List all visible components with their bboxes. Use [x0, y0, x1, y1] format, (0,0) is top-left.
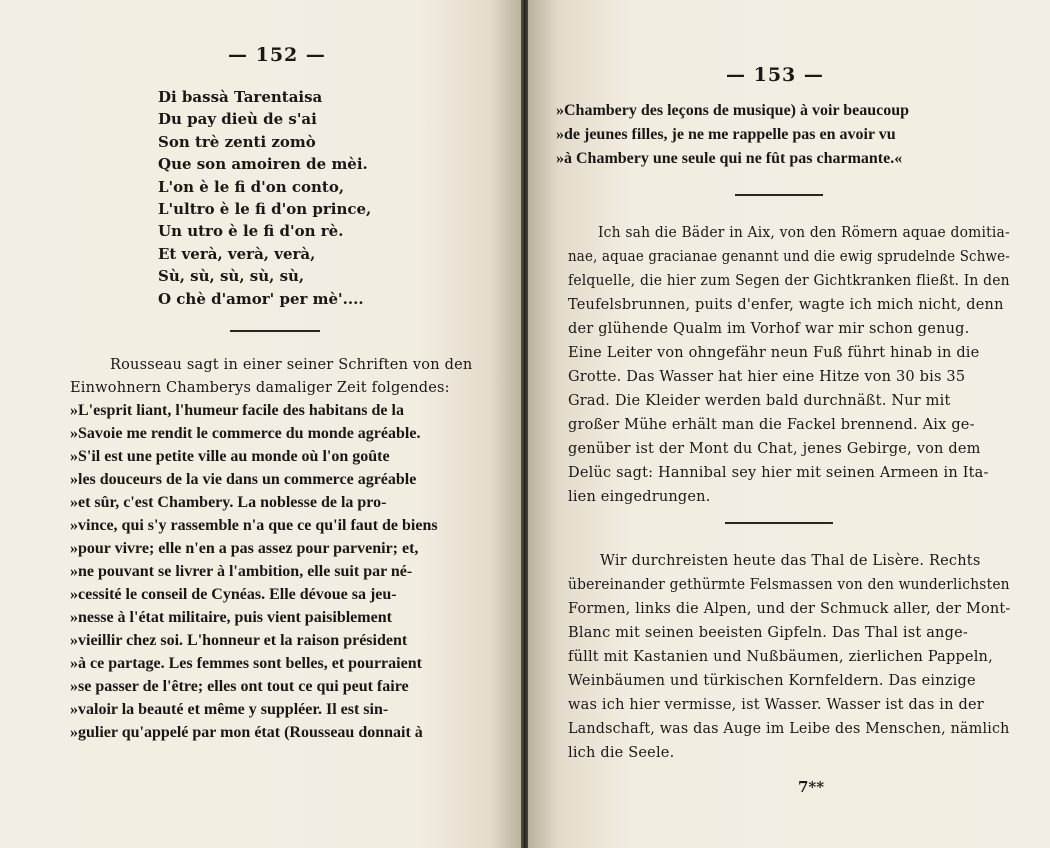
- right-page: [528, 0, 1050, 848]
- section-divider: [735, 194, 823, 196]
- paragraph-line: Landschaft, was das Auge im Leibe des Menschen, nämlich: [568, 721, 1010, 737]
- paragraph-line: Ich sah die Bäder in Aix, von den Römern aquae domitia-: [598, 225, 1010, 241]
- paragraph-line: »Savoie me rendit le commerce du monde agréable.: [70, 425, 421, 442]
- paragraph-line: Formen, links die Alpen, und der Schmuck aller, der Mont-: [568, 601, 1011, 617]
- paragraph-line: übereinander gethürmte Felsmassen von den wunderlichsten: [568, 577, 1010, 593]
- poem-line: Un utro è le fi d'on rè.: [158, 222, 344, 240]
- paragraph-line: »cessité le conseil de Cynéas. Elle dévoue sa jeu-: [70, 586, 397, 603]
- paragraph-line: lien eingedrungen.: [568, 489, 711, 505]
- poem-line: Son trè zenti zomò: [158, 133, 316, 151]
- paragraph-line: »S'il est une petite ville au monde où l'on goûte: [70, 448, 390, 465]
- paragraph-line: »nesse à l'état militaire, puis vient paisiblement: [70, 609, 392, 626]
- poem-line: Di bassà Tarentaisa: [158, 88, 323, 106]
- paragraph-line: Delüc sagt: Hannibal sey hier mit seinen Armeen in Ita-: [568, 465, 989, 481]
- paragraph-line: »et sûr, c'est Chambery. La noblesse de la pro-: [70, 494, 387, 511]
- page-number-left: — 152 —: [228, 44, 326, 66]
- paragraph-line: »à ce partage. Les femmes sont belles, et pourraient: [70, 655, 422, 672]
- paragraph-line: »vince, qui s'y rassemble n'a que ce qu'il faut de biens: [70, 517, 438, 534]
- paragraph-line: Weinbäumen und türkischen Kornfeldern. Das einzige: [568, 673, 976, 689]
- page-number-right: — 153 —: [726, 64, 824, 86]
- paragraph-line: Eine Leiter von ohngefähr neun Fuß führt hinab in die: [568, 345, 980, 361]
- paragraph-line: »gulier qu'appelé par mon état (Rousseau donnait à: [70, 724, 423, 741]
- poem-line: Et verà, verà, verà,: [158, 245, 316, 263]
- poem-line: Sù, sù, sù, sù, sù,: [158, 267, 305, 285]
- sheet-signature: 7**: [798, 778, 825, 796]
- paragraph-line: »ne pouvant se livrer à l'ambition, elle suit par né-: [70, 563, 413, 580]
- paragraph-line: »se passer de l'être; elles ont tout ce qui peut faire: [70, 678, 409, 695]
- quote-line: »à Chambery une seule qui ne fût pas charmante.«: [556, 150, 903, 167]
- poem-line: Que son amoiren de mèi.: [158, 155, 368, 173]
- poem-line: L'ultro è le fi d'on prince,: [158, 200, 372, 218]
- poem-line: O chè d'amor' per mè'....: [158, 290, 364, 308]
- paragraph-line: füllt mit Kastanien und Nußbäumen, zierlichen Pappeln,: [568, 649, 993, 665]
- poem-line: Du pay dieù de s'ai: [158, 110, 317, 128]
- paragraph-line: »les douceurs de la vie dans un commerce agréable: [70, 471, 417, 488]
- paragraph-line: Teufelsbrunnen, puits d'enfer, wagte ich mich nicht, denn: [568, 297, 1004, 313]
- paragraph-line: Wir durchreisten heute das Thal de Lisère. Rechts: [600, 553, 981, 569]
- paragraph-line: »vieillir chez soi. L'honneur et la raison président: [70, 632, 408, 649]
- paragraph-line: Einwohnern Chamberys damaliger Zeit folgendes:: [70, 380, 450, 396]
- paragraph-line: Rousseau sagt in einer seiner Schriften von den: [110, 357, 473, 373]
- paragraph-line: nae, aquae gracianae genannt und die ewig sprudelnde Schwe-: [568, 249, 1011, 265]
- paragraph-line: »valoir la beauté et même y suppléer. Il est sin-: [70, 701, 389, 718]
- paragraph-line: was ich hier vermisse, ist Wasser. Wasser ist das in der: [568, 697, 984, 713]
- poem-line: L'on è le fi d'on conto,: [158, 178, 345, 196]
- quote-line: »Chambery des leçons de musique) à voir beaucoup: [556, 102, 910, 119]
- paragraph-line: »pour vivre; elle n'en a pas assez pour parvenir; et,: [70, 540, 419, 557]
- section-divider: [230, 330, 320, 332]
- paragraph-line: Grad. Die Kleider werden bald durchnäßt. Nur mit: [568, 393, 951, 409]
- paragraph-line: der glühende Qualm im Vorhof war mir schon genug.: [568, 321, 970, 337]
- paragraph-line: lich die Seele.: [568, 745, 675, 761]
- section-divider: [725, 522, 833, 524]
- paragraph-line: Grotte. Das Wasser hat hier eine Hitze von 30 bis 35: [568, 369, 966, 385]
- paragraph-line: genüber ist der Mont du Chat, jenes Gebirge, von dem: [568, 441, 981, 457]
- paragraph-line: »L'esprit liant, l'humeur facile des habitans de la: [70, 402, 404, 419]
- paragraph-line: Blanc mit seinen beeisten Gipfeln. Das Thal ist ange-: [568, 625, 968, 641]
- paragraph-line: felquelle, die hier zum Segen der Gichtkranken fließt. In den: [568, 273, 1010, 289]
- quote-line: »de jeunes filles, je ne me rappelle pas en avoir vu: [556, 126, 896, 143]
- paragraph-line: großer Mühe erhält man die Fackel brennend. Aix ge-: [568, 417, 975, 433]
- left-page: [0, 0, 522, 848]
